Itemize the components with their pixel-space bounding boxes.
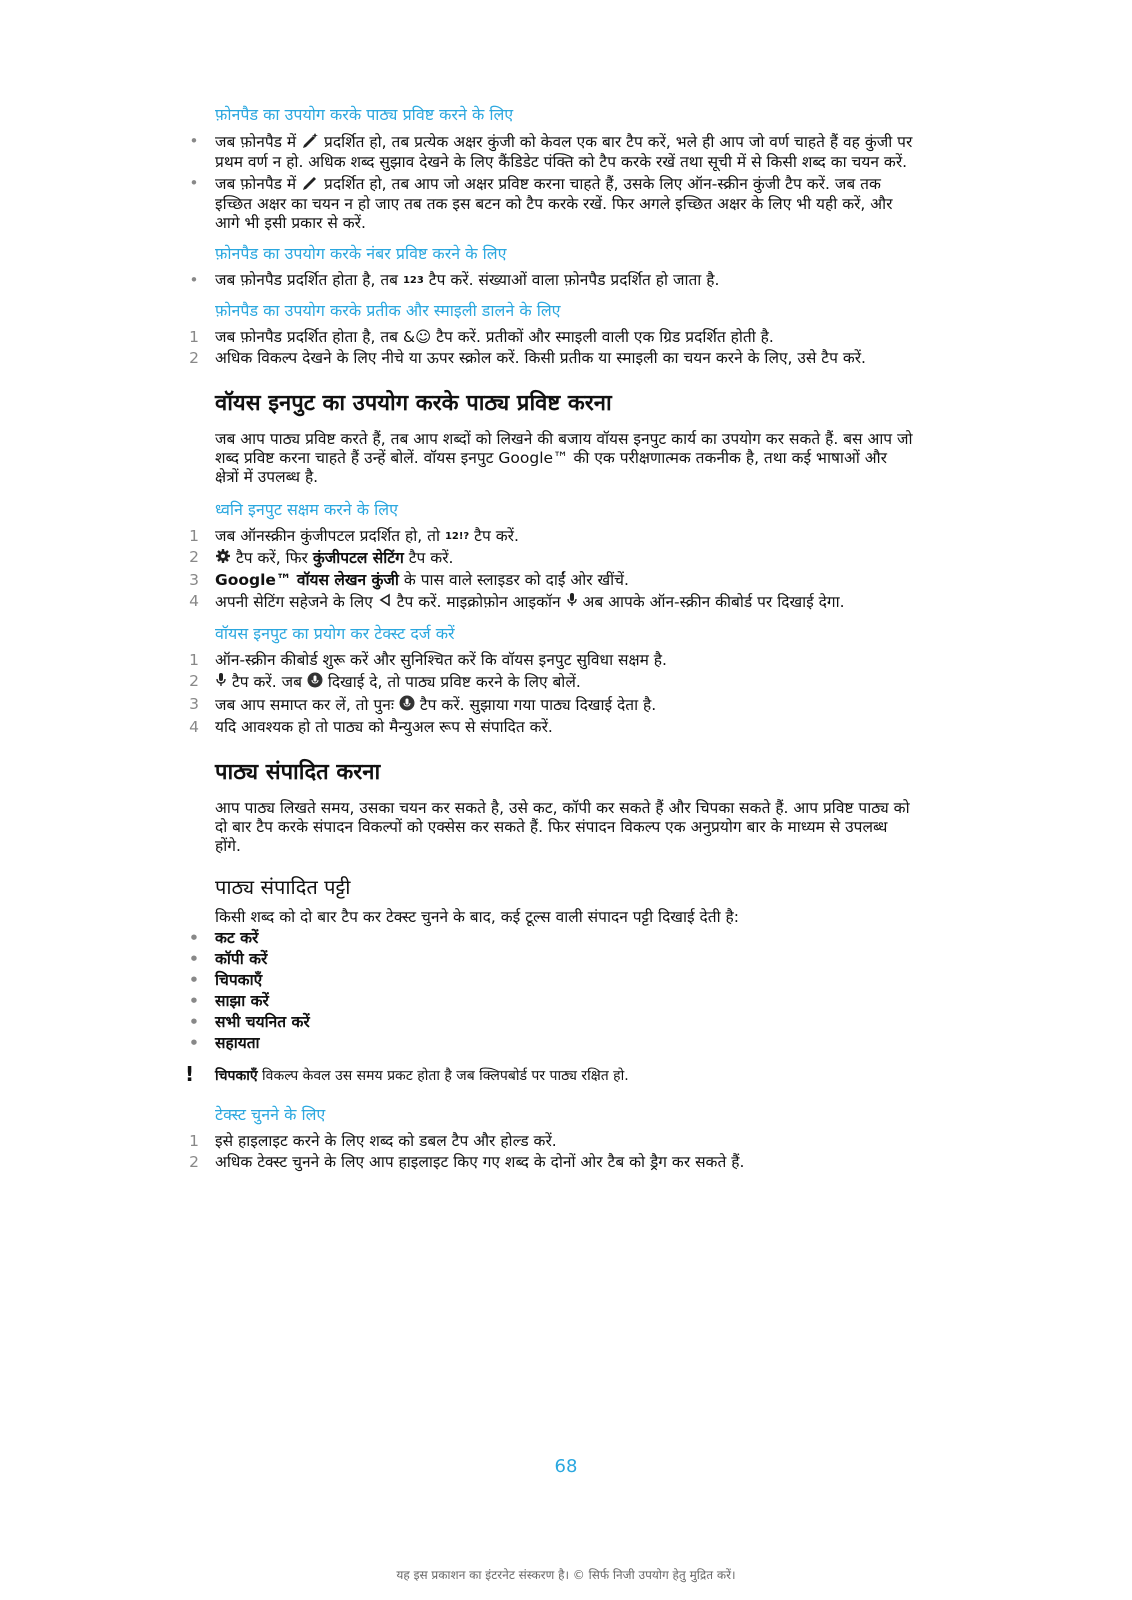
numbers-key-icon: 123 (402, 275, 424, 286)
bullet-marker: • (189, 132, 199, 150)
pencil-icon (301, 174, 319, 195)
numbered-list (189, 328, 915, 368)
list-item: 3 जब आप समाप्त कर लें, तो पुनः टैप करें. सुझाया गया पाठ्य दिखाई देता है. (215, 695, 915, 716)
step-number: 3 (189, 571, 199, 589)
bullet-marker: • (189, 929, 199, 947)
numbered-list (189, 1132, 915, 1172)
recording-mic-icon (307, 672, 323, 693)
section-title: पाठ्य संपादित करना (215, 760, 381, 785)
step-number: 1 (189, 527, 199, 545)
list-item: 2 टैप करें, फिर कुंजीपटल सेटिंग टैप करें. (215, 548, 915, 569)
list-item: • जब फ़ोनपैड में प्रदर्शित हो, तब प्रत्येक अक्षर कुंजी को केवल एक बार टैप करें, भले ही आप जो वर्ण चाहते हैं वह कुंजी पर प्रथम वर्ण न हो. अधिक शब्द सुझाव देखने के लिए कैंडिडेट पंक्ति को टैप करके रखें तथा सूची में से किसी शब्द का चयन करें. (215, 132, 915, 172)
gear-icon (215, 548, 231, 569)
list-item: • जब फ़ोनपैड में प्रदर्शित हो, तब आप जो अक्षर प्रविष्ट करना चाहते हैं, उसके लिए ऑन-स्क्रीन कुंजी टैप करें. जब तक इच्छित अक्षर का चयन न हो जाए तब तक इस बटन को टैप करके रखें. फिर अगले इच्छित अक्षर के लिए भी यही करें, और आगे भी इसी प्रकार से करें. (215, 174, 915, 233)
step-number: 2 (189, 1153, 199, 1171)
paragraph: जब आप पाठ्य प्रविष्ट करते हैं, तब आप शब्दों को लिखने की बजाय वॉयस इनपुट कार्य का उपयोग कर सकते हैं. बस आप जो शब्द प्रविष्ट करना चाहते हैं उन्हें बोलें. वॉयस इनपुट Google™ की एक परीक्षणात्मक तकनीक है, तथा कई भाषाओं और क्षेत्रों में उपलब्ध है. (215, 430, 913, 486)
step-number: 2 (189, 349, 199, 367)
bullet-list (189, 132, 915, 233)
numbered-list (189, 527, 915, 613)
step-number: 2 (189, 548, 199, 566)
microphone-icon (215, 672, 227, 693)
list-item: 2 अधिक टेक्स्ट चुनने के लिए आप हाइलाइट किए गए शब्द के दोनों ओर टैब को ड्रैग कर सकते हैं. (215, 1153, 915, 1172)
symbols-smiley-icon: &☺ (402, 328, 432, 346)
list-item: • कट करें (215, 929, 915, 948)
bullet-marker: • (189, 174, 199, 192)
step-number: 4 (189, 592, 199, 610)
list-item: • कॉपी करें (215, 950, 915, 969)
section-heading: फ़ोनपैड का उपयोग करके पाठ्य प्रविष्ट करने के लिए (215, 105, 514, 124)
numbered-list (189, 651, 915, 737)
list-item: • चिपकाएँ (215, 971, 915, 990)
list-item: • सभी चयनित करें (215, 1013, 915, 1032)
list-item: 3 Google™ वॉयस लेखन कुंजी के पास वाले स्लाइडर को दाईं ओर खींचें. (215, 571, 915, 590)
list-item: • सहायता (215, 1034, 915, 1053)
back-arrow-icon (378, 593, 392, 612)
paragraph: आप पाठ्य लिखते समय, उसका चयन कर सकते है, उसे कट, कॉपी कर सकते हैं और चिपका सकते हैं. आप प्रविष्ट पाठ्य को दो बार टैप करके संपादन विकल्पों को एक्सेस कर सकते हैं. फिर संपादन विकल्प एक अनुप्रयोग बार के माध्यम से उपलब्ध होंगे. (215, 799, 910, 855)
list-item: 4 अपनी सेटिंग सहेजने के लिए टैप करें. माइक्रोफ़ोन आइकॉन अब आपके ऑन-स्क्रीन कीबोर्ड पर दिखाई देगा. (215, 592, 915, 613)
list-item: • जब फ़ोनपैड प्रदर्शित होता है, तब 123 टैप करें. संख्याओं वाला फ़ोनपैड प्रदर्शित हो जाता है. (215, 271, 915, 290)
bullet-marker: • (189, 1034, 199, 1052)
exclamation-icon: ! (185, 1062, 195, 1086)
bullet-marker: • (189, 971, 199, 989)
bullet-list (189, 271, 915, 290)
section-heading: टेक्स्ट चुनने के लिए (215, 1105, 326, 1124)
bullet-marker: • (189, 950, 199, 968)
section-heading: फ़ोनपैड का उपयोग करके नंबर प्रविष्ट करने के लिए (215, 244, 507, 263)
list-item: 2 अधिक विकल्प देखने के लिए नीचे या ऊपर स्क्रोल करें. किसी प्रतीक या स्माइली का चयन करने के लिए, उसे टैप करें. (215, 349, 915, 368)
list-item: • साझा करें (215, 992, 915, 1011)
microphone-icon (566, 592, 578, 613)
page-footer: यह इस प्रकाशन का इंटरनेट संस्करण है। © सिर्फ निजी उपयोग हेतु मुद्रित करें। (396, 1568, 736, 1582)
symbols-key-icon: 12!? (444, 531, 470, 542)
section-heading: फ़ोनपैड का उपयोग करके प्रतीक और स्माइली डालने के लिए (215, 301, 561, 320)
step-number: 1 (189, 1132, 199, 1150)
list-item: 1 इसे हाइलाइट करने के लिए शब्द को डबल टैप और होल्ड करें. (215, 1132, 915, 1151)
step-number: 1 (189, 651, 199, 669)
bullet-marker: • (189, 271, 199, 289)
step-number: 4 (189, 718, 199, 736)
pencil-with-sparkle-icon (301, 132, 319, 153)
subsection-title: पाठ्य संपादित पट्टी (215, 875, 351, 899)
list-item: 1 जब फ़ोनपैड प्रदर्शित होता है, तब &☺ टैप करें. प्रतीकों और स्माइली वाली एक ग्रिड प्रदर्शित होती है. (215, 328, 915, 347)
step-number: 1 (189, 328, 199, 346)
bullet-marker: • (189, 992, 199, 1010)
list-item: 2 टैप करें. जब दिखाई दे, तो पाठ्य प्रविष्ट करने के लिए बोलें. (215, 672, 915, 693)
section-title: वॉयस इनपुट का उपयोग करके पाठ्य प्रविष्ट करना (215, 391, 612, 416)
list-item: 1 जब ऑनस्क्रीन कुंजीपटल प्रदर्शित हो, तो 12!? टैप करें. (215, 527, 915, 546)
page-number: 68 (554, 1456, 578, 1477)
step-number: 3 (189, 695, 199, 713)
recording-mic-icon (399, 695, 415, 716)
paragraph: किसी शब्द को दो बार टैप कर टेक्स्ट चुनने के बाद, कई टूल्स वाली संपादन पट्टी दिखाई देती है: (215, 908, 739, 926)
note: ! चिपकाएँ विकल्प केवल उस समय प्रकट होता है जब क्लिपबोर्ड पर पाठ्य रक्षित हो. (185, 1062, 629, 1086)
list-item: 4 यदि आवश्यक हो तो पाठ्य को मैन्युअल रूप से संपादित करें. (215, 718, 915, 737)
bullet-marker: • (189, 1013, 199, 1031)
section-heading: वॉयस इनपुट का प्रयोग कर टेक्स्ट दर्ज करें (215, 624, 455, 643)
tools-list (189, 929, 915, 1053)
page-content (185, 104, 915, 1182)
list-item: 1 ऑन-स्क्रीन कीबोर्ड शुरू करें और सुनिश्चित करें कि वॉयस इनपुट सुविधा सक्षम है. (215, 651, 915, 670)
step-number: 2 (189, 672, 199, 690)
section-heading: ध्वनि इनपुट सक्षम करने के लिए (215, 500, 398, 519)
